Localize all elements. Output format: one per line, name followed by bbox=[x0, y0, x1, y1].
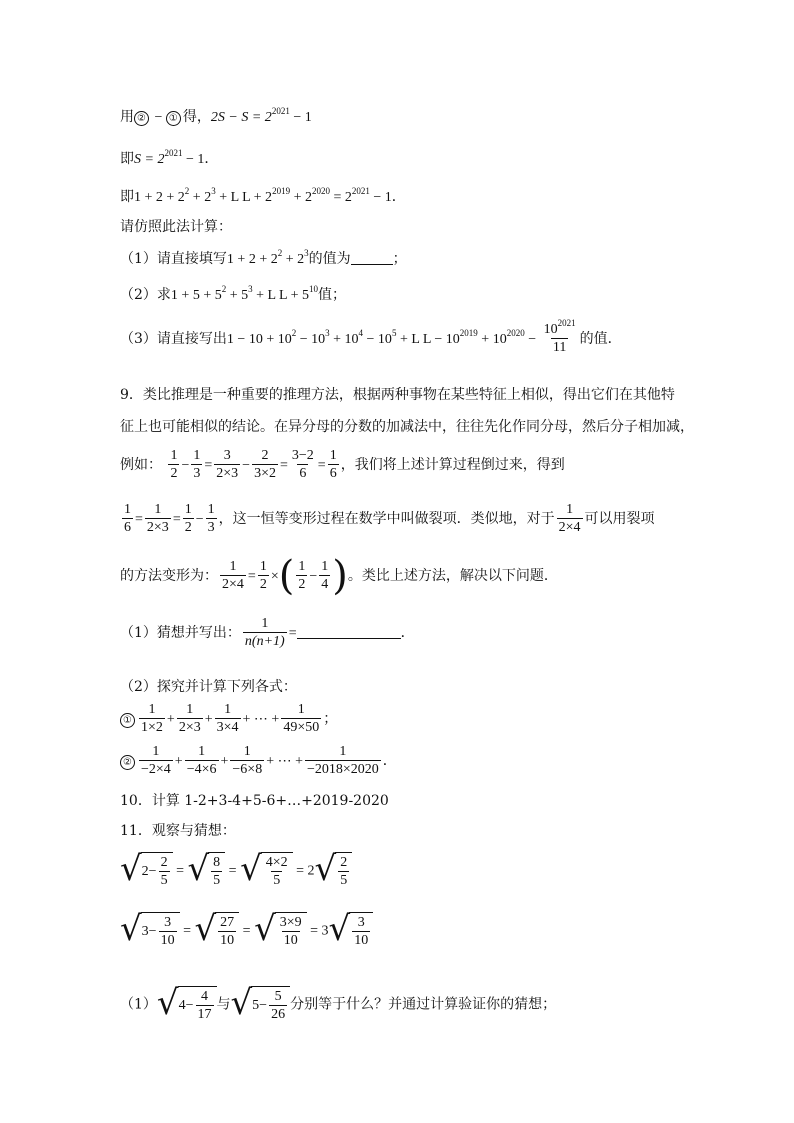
math: − 10 bbox=[296, 332, 326, 348]
ellipsis: + ⋯ + bbox=[266, 754, 303, 770]
ellipsis: + ⋯ + bbox=[242, 712, 280, 728]
exponent: 2 bbox=[277, 248, 283, 259]
answer-blank[interactable] bbox=[297, 638, 401, 639]
radical: √ $\frac{3}{10}$ bbox=[329, 912, 374, 949]
fraction: $\frac{3-2}{6}$ bbox=[291, 448, 314, 482]
math: − 1 bbox=[289, 110, 312, 125]
math: + 2 bbox=[189, 190, 212, 205]
math: 1 + 2 + 2 bbox=[226, 252, 278, 267]
problem-9-line4: $\frac{1}{6}$ = $\frac{1}{2\times 3}$ = $\frac{1}{2}$ − $\frac{1}{3}$ ，这一恒等变形过程在数学中叫做裂项．类似地，对于 $\frac{1}{2\times 4}$ 可以用裂项 bbox=[124, 502, 655, 536]
fraction: $\frac{1}{2}$ bbox=[184, 502, 192, 536]
text: （1）猜想并写出： bbox=[120, 625, 241, 642]
exponent: 2 bbox=[184, 186, 190, 197]
text: 。类比上述方法，解决以下问题． bbox=[347, 568, 558, 584]
exponent: 5 bbox=[391, 328, 397, 339]
fraction: $\frac{1}{-2018\times 2020}$ bbox=[307, 744, 379, 778]
exponent: 2019 bbox=[459, 328, 478, 339]
math: 1 + 5 + 5 bbox=[170, 288, 222, 303]
exponent: 2 bbox=[291, 328, 297, 339]
text: 的方法变形为： bbox=[120, 568, 218, 584]
text: 即 bbox=[120, 151, 134, 167]
exponent: 2020 bbox=[506, 328, 525, 339]
problem-9-example: 例如： $\frac{1}{2}$ − $\frac{1}{3}$ = $\frac{3}{2\times 3}$ − $\frac{2}{3\times 2}$ = $\frac{3-2}{6}$ = $\frac{1}{6}$ ，我们将上述计算过程倒过来，得到 bbox=[120, 448, 565, 482]
circled-1: ① bbox=[120, 713, 135, 728]
text: （1）请直接填写 bbox=[120, 251, 227, 267]
problem-11-example1: √ 2− $\frac{2}{5}$ = √ $\frac{8}{5}$ = √ $\frac{4\times 2}{5}$ = 2 √ $\frac{2}{5}$ bbox=[120, 852, 352, 889]
fraction: $\frac{1}{2}$ bbox=[170, 448, 178, 482]
fraction: $\frac{1}{6}$ bbox=[124, 502, 131, 536]
circled-1: ① bbox=[166, 111, 181, 126]
math: + L L + 2 bbox=[215, 190, 273, 205]
fraction: $\frac{1}{1\times 2}$ bbox=[141, 702, 163, 736]
fraction: $\frac{1}{-2\times 4}$ bbox=[141, 744, 171, 778]
problem-9-line5: 的方法变形为： $\frac{1}{2\times 4}$ = $\frac{1}{2}$ ×( $\frac{1}{2}$ − $\frac{1}{4}$ )。类比上述方法，解决以下问题． bbox=[120, 553, 558, 599]
problem-9-line2: 征上也可能相似的结论。在异分母的分数的加减法中，往往先化作同分母，然后分子相加减， bbox=[120, 419, 694, 435]
problem-11-example2: √ 3− $\frac{3}{10}$ = √ $\frac{27}{10}$ = √ $\frac{3\times 9}{10}$ = 3 √ $\frac{3}{10}$ bbox=[120, 912, 373, 949]
problem-9-q2: （2）探究并计算下列各式： bbox=[120, 679, 297, 695]
fraction: $\frac{3}{2\times 3}$ bbox=[216, 448, 239, 482]
fraction bbox=[542, 318, 578, 356]
radical: √ 5− $\frac{5}{26}$ bbox=[231, 986, 291, 1023]
fraction: $\frac{1}{2\times 3}$ bbox=[146, 502, 169, 536]
math: + 10 bbox=[329, 332, 359, 348]
text: 分别等于什么？并通过计算验证你的猜想； bbox=[290, 996, 557, 1013]
radical: √ 2− $\frac{2}{5}$ bbox=[120, 852, 173, 889]
math: − 1． bbox=[182, 152, 219, 167]
exponent: 3 bbox=[304, 248, 309, 259]
fraction: $\frac{1}{6}$ bbox=[329, 448, 337, 482]
exponent: 2021 bbox=[557, 318, 576, 329]
fraction: $\frac{1}{2\times 3}$ bbox=[178, 702, 201, 736]
fraction: $\frac{1}{2}$ bbox=[259, 558, 267, 592]
line-2s-minus-s bbox=[120, 106, 312, 126]
math: = 2 bbox=[329, 190, 352, 205]
text: 与 bbox=[216, 996, 231, 1013]
text: 得， bbox=[182, 109, 211, 125]
exponent: 4 bbox=[358, 328, 364, 339]
text: （2）求 bbox=[120, 287, 171, 303]
problem-9-expr2: ② $\frac{1}{-2\times 4}$ + $\frac{1}{-4\times 6}$ + $\frac{1}{-6\times 8}$ + ⋯ + $\frac{1}{-2018\times 2020}$ ． bbox=[120, 744, 397, 778]
problem-11-q1 bbox=[120, 983, 557, 1023]
exponent: 2021 bbox=[271, 106, 290, 117]
radical: √ 3− $\frac{3}{10}$ bbox=[120, 912, 180, 949]
math: + 2 bbox=[290, 190, 312, 205]
fraction: $\frac{1}{-4\times 6}$ bbox=[186, 744, 217, 778]
math: + 2 bbox=[282, 252, 305, 267]
text: − bbox=[151, 110, 166, 125]
math: − 10 bbox=[363, 332, 392, 348]
text: 的值． bbox=[579, 331, 622, 348]
question-8-3 bbox=[120, 318, 622, 356]
math: + 5 bbox=[226, 288, 249, 303]
exponent: 2020 bbox=[311, 186, 330, 197]
text: 用 bbox=[120, 109, 134, 125]
circled-2: ② bbox=[120, 755, 135, 770]
fraction: $\frac{1}{2\times 4}$ bbox=[558, 502, 581, 536]
radical: √ $\frac{3\times 9}{10}$ bbox=[254, 912, 307, 949]
problem-9-line1: 9．类比推理是一种重要的推理方法，根据两种事物在某些特征上相似，得出它们在其他特 bbox=[120, 387, 675, 403]
denominator: 11 bbox=[552, 340, 567, 356]
problem-11-title: 11．观察与猜想： bbox=[120, 823, 236, 839]
exponent: 2019 bbox=[272, 186, 291, 197]
exponent: 3 bbox=[325, 328, 330, 339]
text: 可以用裂项 bbox=[584, 511, 655, 528]
text: ； bbox=[392, 251, 407, 267]
math: − 1． bbox=[369, 190, 406, 205]
fraction: $\frac{1}{49\times 50}$ bbox=[283, 702, 320, 736]
text: 值； bbox=[317, 287, 346, 303]
fraction: $\frac{1}{2}$ bbox=[298, 558, 306, 592]
math: 1 − 10 + 10 bbox=[226, 332, 292, 348]
math: − bbox=[524, 332, 540, 348]
line-instruction: 请仿照此法计算： bbox=[120, 219, 232, 235]
exponent: 2021 bbox=[351, 186, 370, 197]
radical: √ $\frac{4\times 2}{5}$ bbox=[240, 852, 293, 889]
text: （3）请直接写出 bbox=[120, 331, 227, 348]
fraction: $\frac{1}{3}$ bbox=[193, 448, 201, 482]
fraction: $\frac{1}{2\times 4}$ bbox=[222, 558, 244, 592]
circled-2: ② bbox=[134, 111, 149, 126]
fraction: $\frac{1}{-6\times 8}$ bbox=[232, 744, 263, 778]
problem-10: 10．计算 1-2+3-4+5-6+…+2019-2020 bbox=[120, 793, 389, 809]
text: （1） bbox=[120, 996, 157, 1013]
radical: √ $\frac{27}{10}$ bbox=[194, 912, 239, 949]
math: + L L − 10 bbox=[396, 332, 460, 348]
exponent: 2 bbox=[221, 284, 227, 295]
text: ； bbox=[323, 711, 338, 728]
math: + L L + 5 bbox=[252, 288, 309, 303]
math: S = 2 bbox=[134, 152, 165, 167]
text: ． bbox=[382, 753, 397, 770]
text: ，我们将上述计算过程倒过来，得到 bbox=[340, 457, 565, 474]
exponent: 10 bbox=[308, 284, 318, 295]
fraction: $\frac{1}{3}$ bbox=[207, 502, 215, 536]
exponent: 3 bbox=[211, 186, 216, 197]
radical: √ $\frac{2}{5}$ bbox=[315, 852, 353, 889]
problem-9-expr1: ① $\frac{1}{1\times 2}$ + $\frac{1}{2\times 3}$ + $\frac{1}{3\times 4}$ + ⋯ + $\frac{1}{49\times 50}$ ； bbox=[120, 702, 337, 736]
fraction: $\frac{1}{n(n+1)}$ bbox=[244, 616, 285, 650]
exponent: 3 bbox=[248, 284, 253, 295]
question-8-1 bbox=[120, 248, 407, 267]
math: 2S − S = 2 bbox=[210, 110, 272, 125]
question-8-2 bbox=[120, 284, 346, 303]
fraction: $\frac{1}{4}$ bbox=[321, 558, 329, 592]
line-sum-result bbox=[120, 186, 406, 205]
text: 例如： bbox=[120, 457, 162, 474]
answer-blank[interactable] bbox=[351, 264, 393, 265]
math: 1 + 2 + 2 bbox=[134, 190, 185, 205]
line-s-equals bbox=[120, 148, 219, 167]
radical: √ 4− $\frac{4}{17}$ bbox=[157, 986, 217, 1023]
fraction: $\frac{1}{3\times 4}$ bbox=[216, 702, 239, 736]
text: 即 bbox=[120, 189, 134, 205]
radical: √ $\frac{8}{5}$ bbox=[187, 852, 225, 889]
fraction: $\frac{2}{3\times 2}$ bbox=[254, 448, 276, 482]
text: ，这一恒等变形过程在数学中叫做裂项．类似地，对于 bbox=[218, 511, 555, 528]
problem-9-q1: （1）猜想并写出： $\frac{1}{n(n+1)}$ = ． bbox=[120, 616, 415, 650]
exponent: 2021 bbox=[164, 148, 183, 159]
math: + 10 bbox=[477, 332, 507, 348]
text: 的值为 bbox=[308, 251, 351, 267]
numerator: 10 bbox=[543, 322, 558, 337]
